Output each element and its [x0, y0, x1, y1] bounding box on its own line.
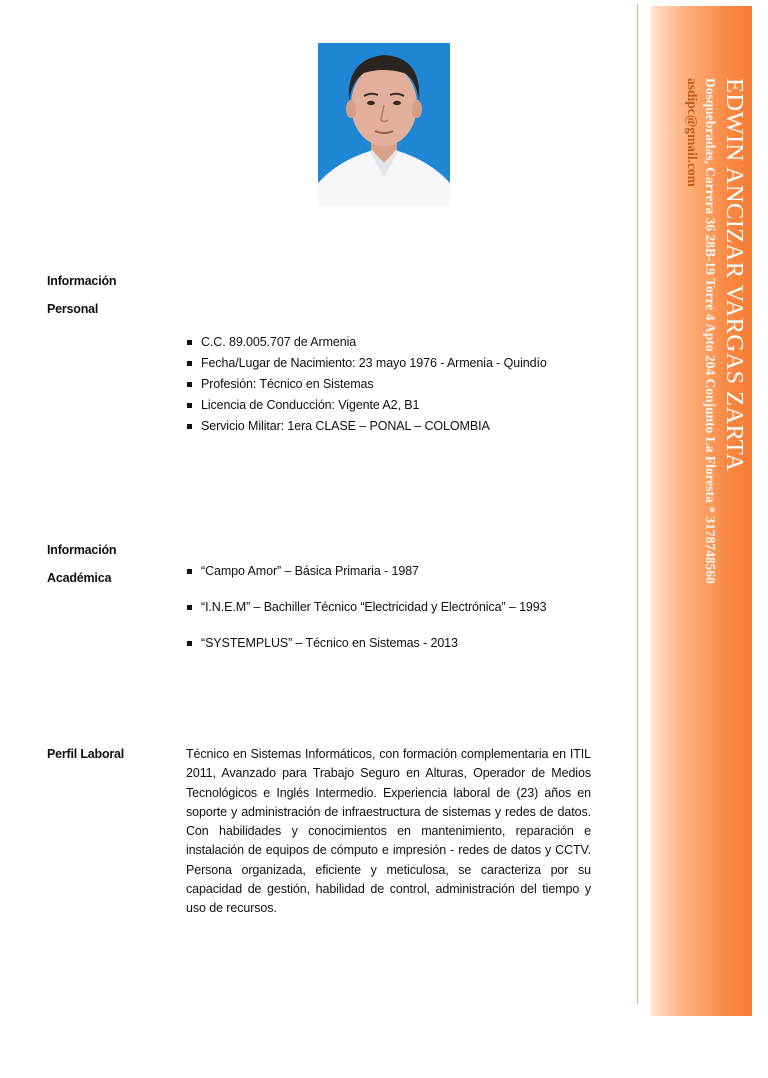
list-item: Licencia de Conducción: Vigente A2, B1 [186, 397, 547, 418]
candidate-name: EDWIN ANCIZAR VARGAS ZARTA [721, 78, 748, 472]
academic-label-line-2: Académica [47, 571, 112, 585]
personal-section-label [47, 267, 116, 323]
list-item: Servicio Militar: 1era CLASE – PONAL – COLOMBIA [186, 418, 547, 439]
academic-section-label [47, 536, 116, 592]
profile-paragraph: Técnico en Sistemas Informáticos, con formación complementaria en ITIL 2011, Avanzado para Trabajo Seguro en Alturas, Operador de Medios Tecnológicos e Inglés Intermedio. Experiencia laboral de (23) años en soporte y administración de infraestructura de sistemas y redes de datos. Con habilidades y conocimientos en mantenimiento, reparación e instalación de equipos de cómputo e impresión - redes de datos y CCTV. Persona organizada, eficiente y meticulosa, se caracteriza por su capacidad de gestión, habilidad de control, administración del tiempo y uso de recursos. [186, 747, 591, 916]
personal-label-line-2: Personal [47, 302, 99, 316]
candidate-email: asdipc@gmail.com [685, 78, 700, 187]
list-item: C.C. 89.005.707 de Armenia [186, 334, 547, 355]
candidate-address: Dosquebradas, Carrera 36 28B-19 Torre 4 Apto 204 Conjunto La Floresta * 3178748560 [703, 78, 718, 584]
list-item: “Campo Amor” – Básica Primaria - 1987 [186, 563, 547, 599]
personal-info-list [186, 334, 547, 439]
profile-photo [318, 43, 450, 206]
personal-label-line-1: Información [47, 274, 117, 288]
band-divider [637, 4, 638, 1004]
list-item: “I.N.E.M” – Bachiller Técnico “Electricidad y Electrónica” – 1993 [186, 599, 547, 635]
list-item: “SYSTEMPLUS” – Técnico en Sistemas - 2013 [186, 635, 547, 671]
profile-section-label: Perfil Laboral [47, 747, 125, 761]
academic-info-list [186, 563, 547, 671]
list-item: Profesión: Técnico en Sistemas [186, 376, 547, 397]
list-item: Fecha/Lugar de Nacimiento: 23 mayo 1976 - Armenia - Quindío [186, 355, 547, 376]
academic-label-line-1: Información [47, 543, 117, 557]
header-band [651, 6, 752, 1016]
header-band-text [651, 78, 752, 1078]
